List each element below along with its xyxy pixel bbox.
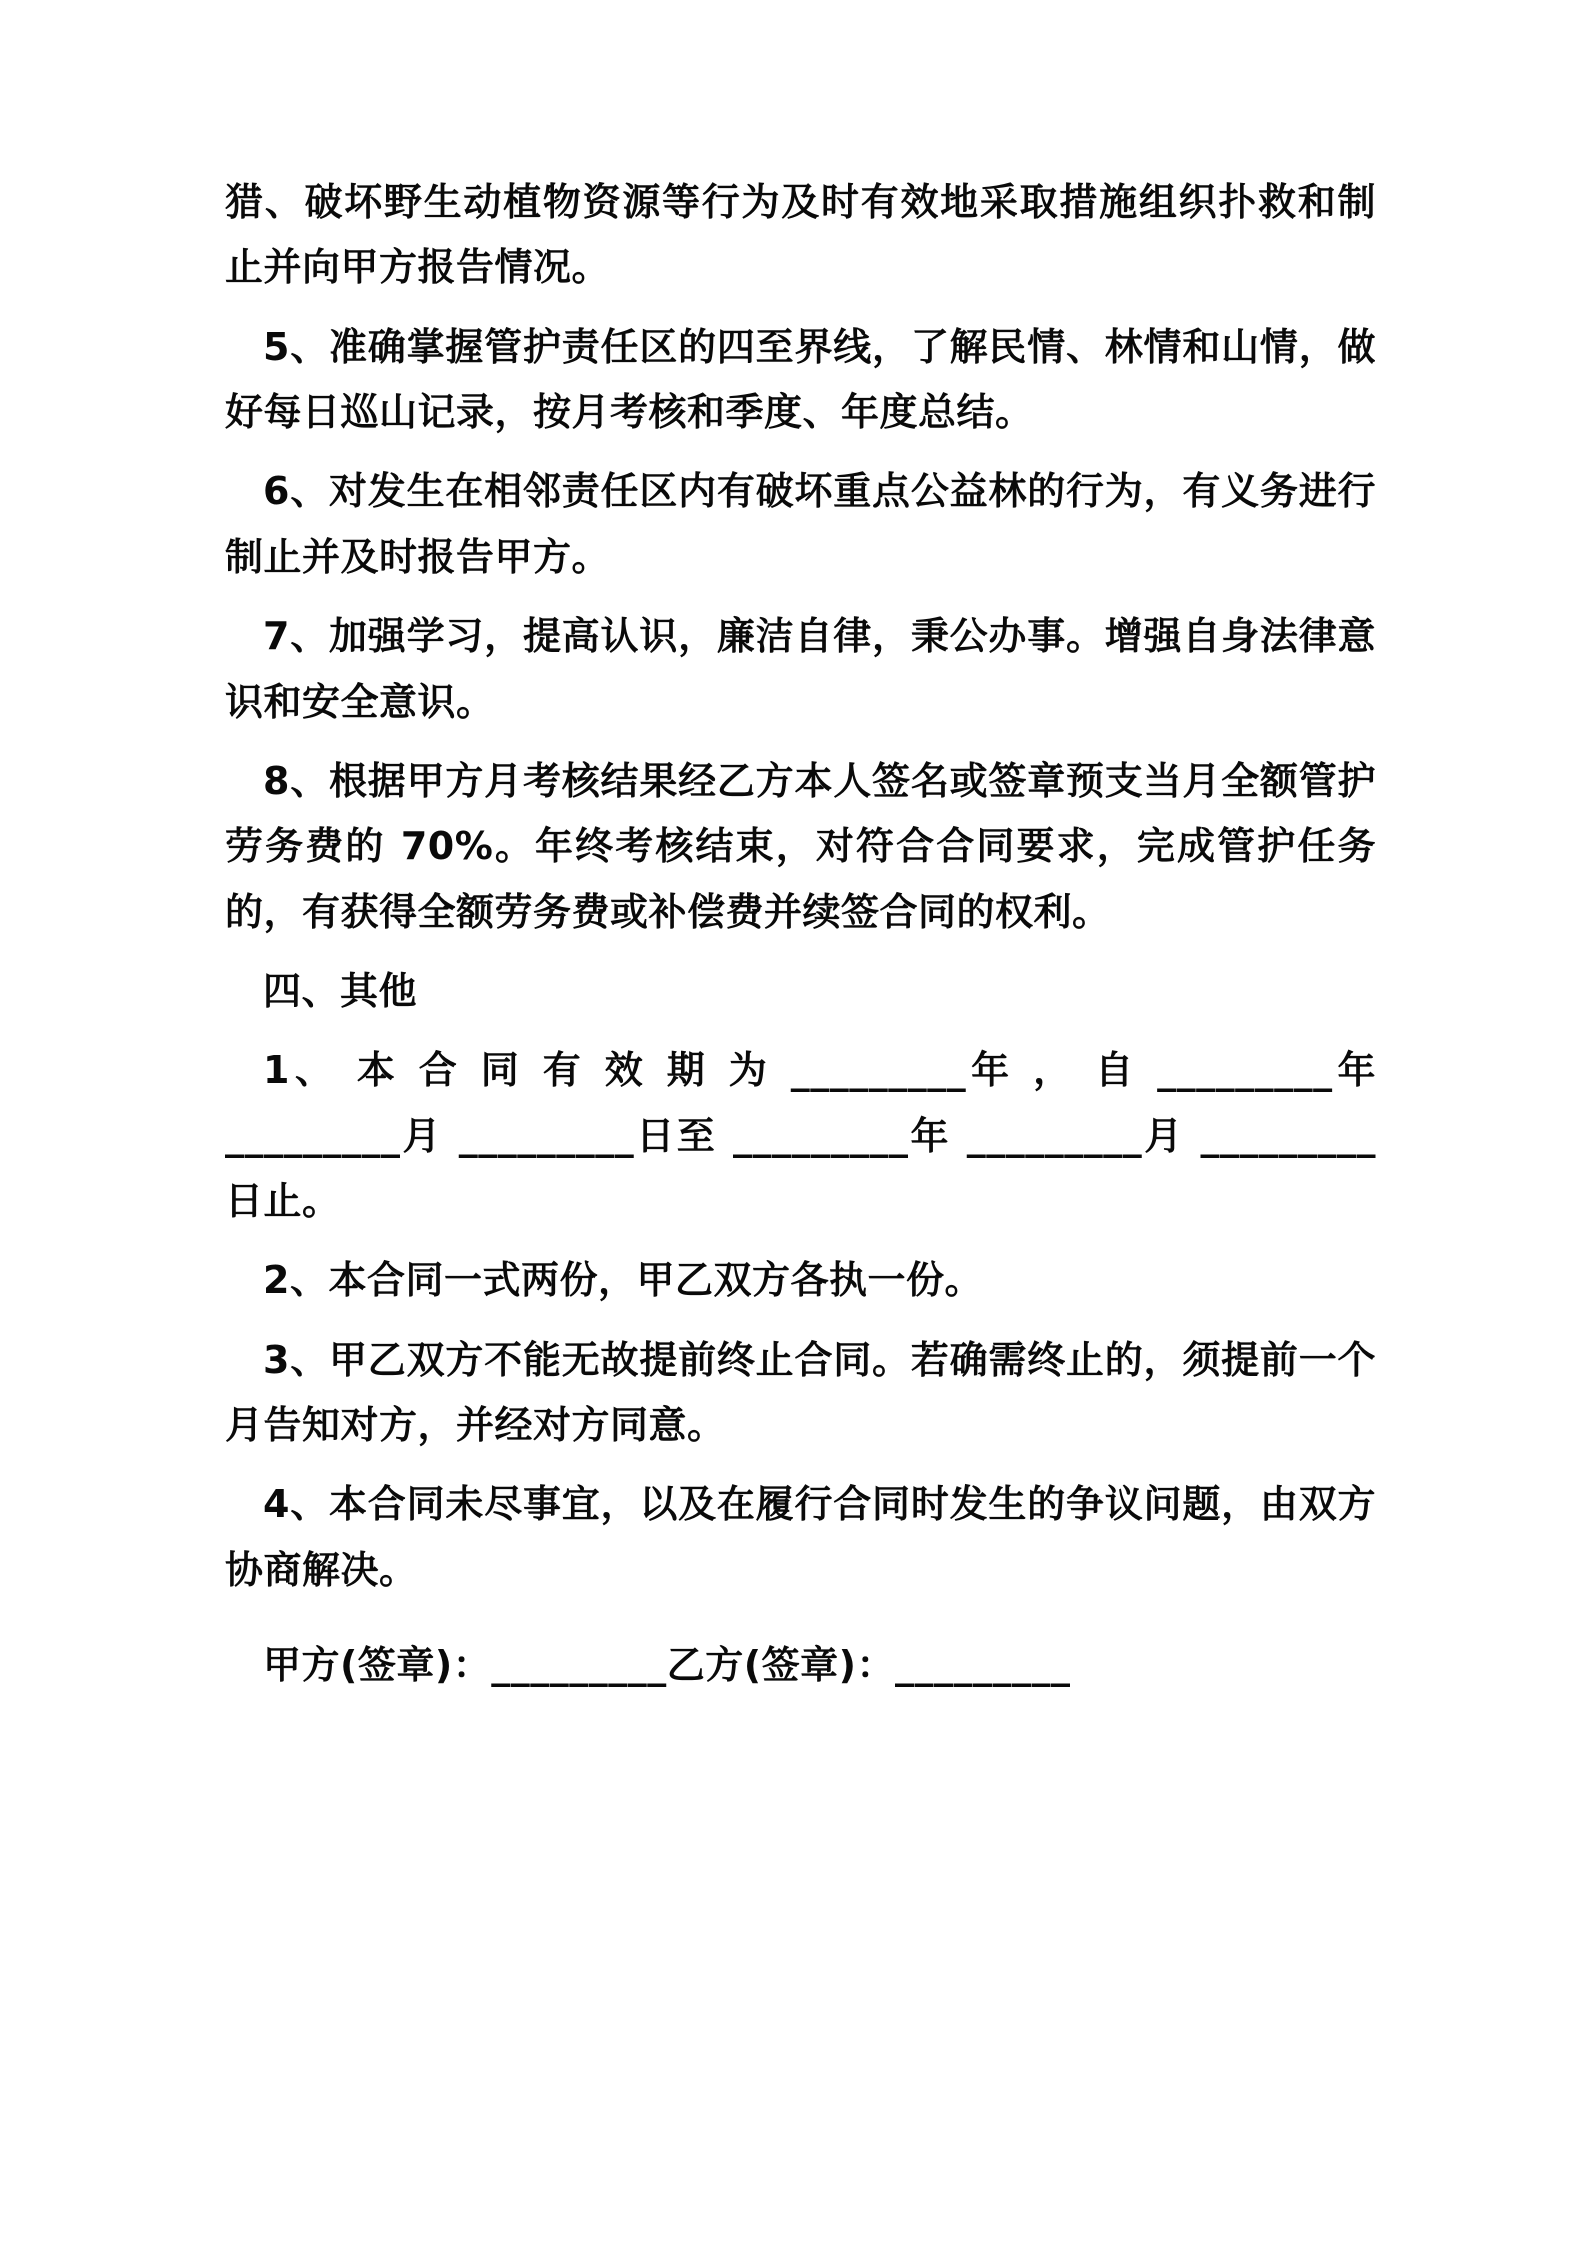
paragraph-item-6: 6、对发生在相邻责任区内有破坏重点公益林的行为，有义务进行制止并及时报告甲方。	[225, 469, 1376, 579]
paragraph-item-7: 7、加强学习，提高认识，廉洁自律，秉公办事。增强自身法律意识和安全意识。	[225, 614, 1376, 724]
paragraph-other-2: 2、本合同一式两份，甲乙双方各执一份。	[263, 1258, 983, 1303]
paragraph-item-8: 8、根据甲方月考核结果经乙方本人签名或签章预支当月全额管护劳务费的 70%。年终考核结束，对符合合同要求，完成管护任务的，有获得全额劳务费或补偿费并续签合同的权利。	[225, 758, 1376, 934]
paragraph-other-1: 1、 本 合 同 有 效 期 为 _________年 ， 自 _________年 _________月 _________日至 _________年 _________月 _________日止。	[225, 1048, 1390, 1224]
paragraph-other-3: 3、甲乙双方不能无故提前终止合同。若确需终止的，须提前一个月告知对方，并经对方同意。	[225, 1337, 1376, 1448]
section-heading-four: 四、其他	[263, 968, 418, 1013]
document-body	[225, 170, 1390, 1699]
signature-line: 甲方(签章)：_________乙方(签章)：_________	[263, 1643, 1071, 1688]
paragraph-other-4: 4、本合同未尽事宜，以及在履行合同时发生的争议问题，由双方协商解决。	[225, 1482, 1376, 1592]
paragraph-continuation: 猎、破坏野生动植物资源等行为及时有效地采取措施组织扑救和制止并向甲方报告情况。	[225, 180, 1376, 290]
paragraph-item-5: 5、准确掌握管护责任区的四至界线，了解民情、林情和山情，做好每日巡山记录，按月考核和季度、年度总结。	[225, 324, 1376, 435]
